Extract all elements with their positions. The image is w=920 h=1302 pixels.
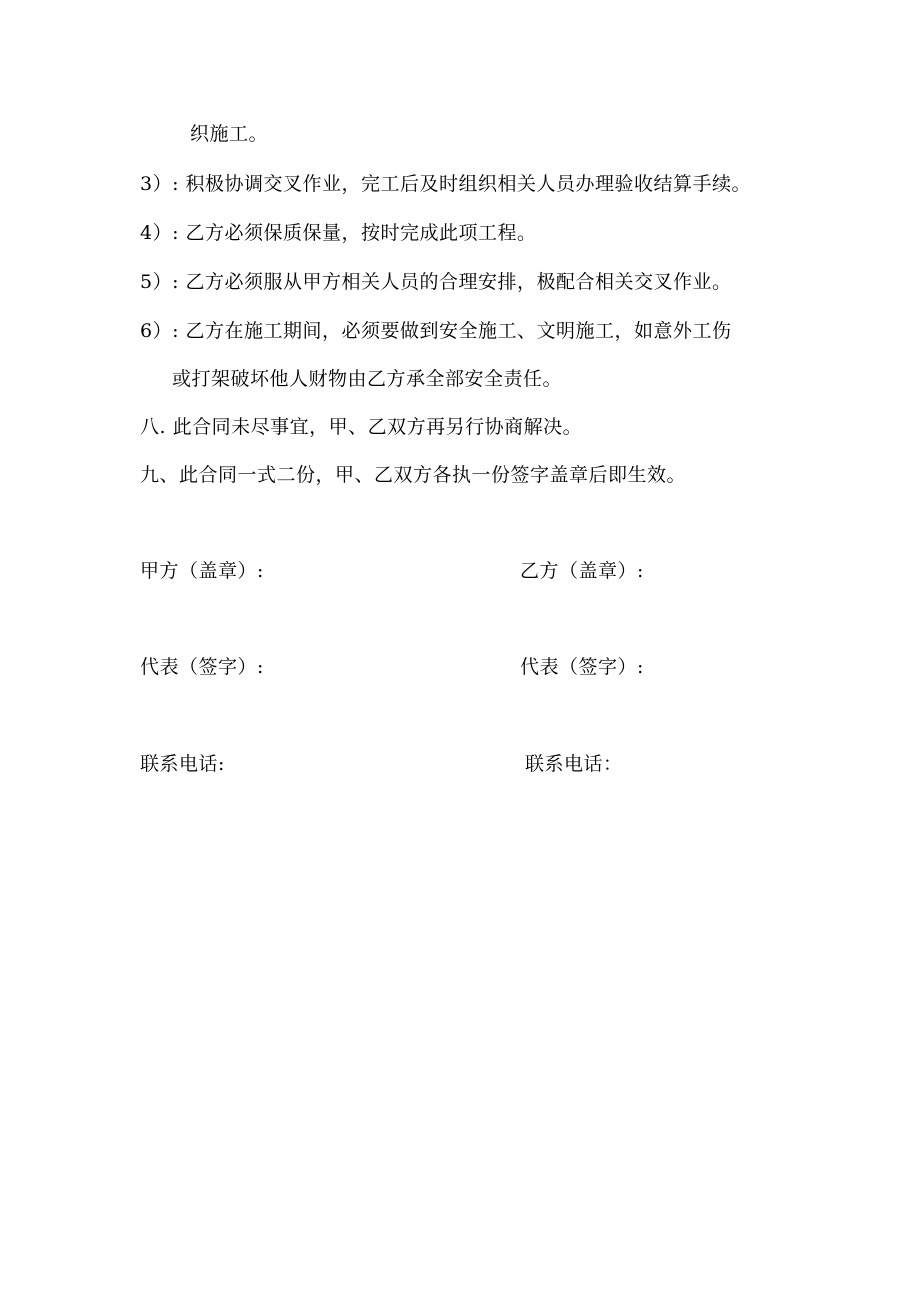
clause-3: 3）: 积极协调交叉作业，完工后及时组织相关人员办理验收结算手续。 <box>140 173 752 195</box>
party-b-phone-label: 联系电话： <box>525 753 623 775</box>
clause-5: 5）: 乙方必须服从甲方相关人员的合理安排，极配合相关交叉作业。 <box>140 271 732 293</box>
clause-6-continuation: 或打架破坏他人财物由乙方承全部安全责任。 <box>172 368 563 390</box>
party-a-representative-label: 代表（签字）: <box>140 656 264 678</box>
article-9: 九、此合同一式二份，甲、乙双方各执一份签字盖章后即生效。 <box>140 464 687 486</box>
clause-6: 6）: 乙方在施工期间，必须要做到安全施工、文明施工，如意外工伤 <box>140 320 732 342</box>
party-a-phone-label: 联系电话: <box>140 753 225 775</box>
party-a-seal-label: 甲方（盖章）: <box>140 560 264 582</box>
clause-4: 4）: 乙方必须保质保量，按时完成此项工程。 <box>140 222 537 244</box>
party-b-representative-label: 代表（签字）: <box>520 656 644 678</box>
article-8: 八. 此合同未尽事宜，甲、乙双方再另行协商解决。 <box>140 416 583 438</box>
party-b-seal-label: 乙方（盖章）: <box>520 560 644 582</box>
clause-continuation-text: 织施工。 <box>190 123 269 145</box>
